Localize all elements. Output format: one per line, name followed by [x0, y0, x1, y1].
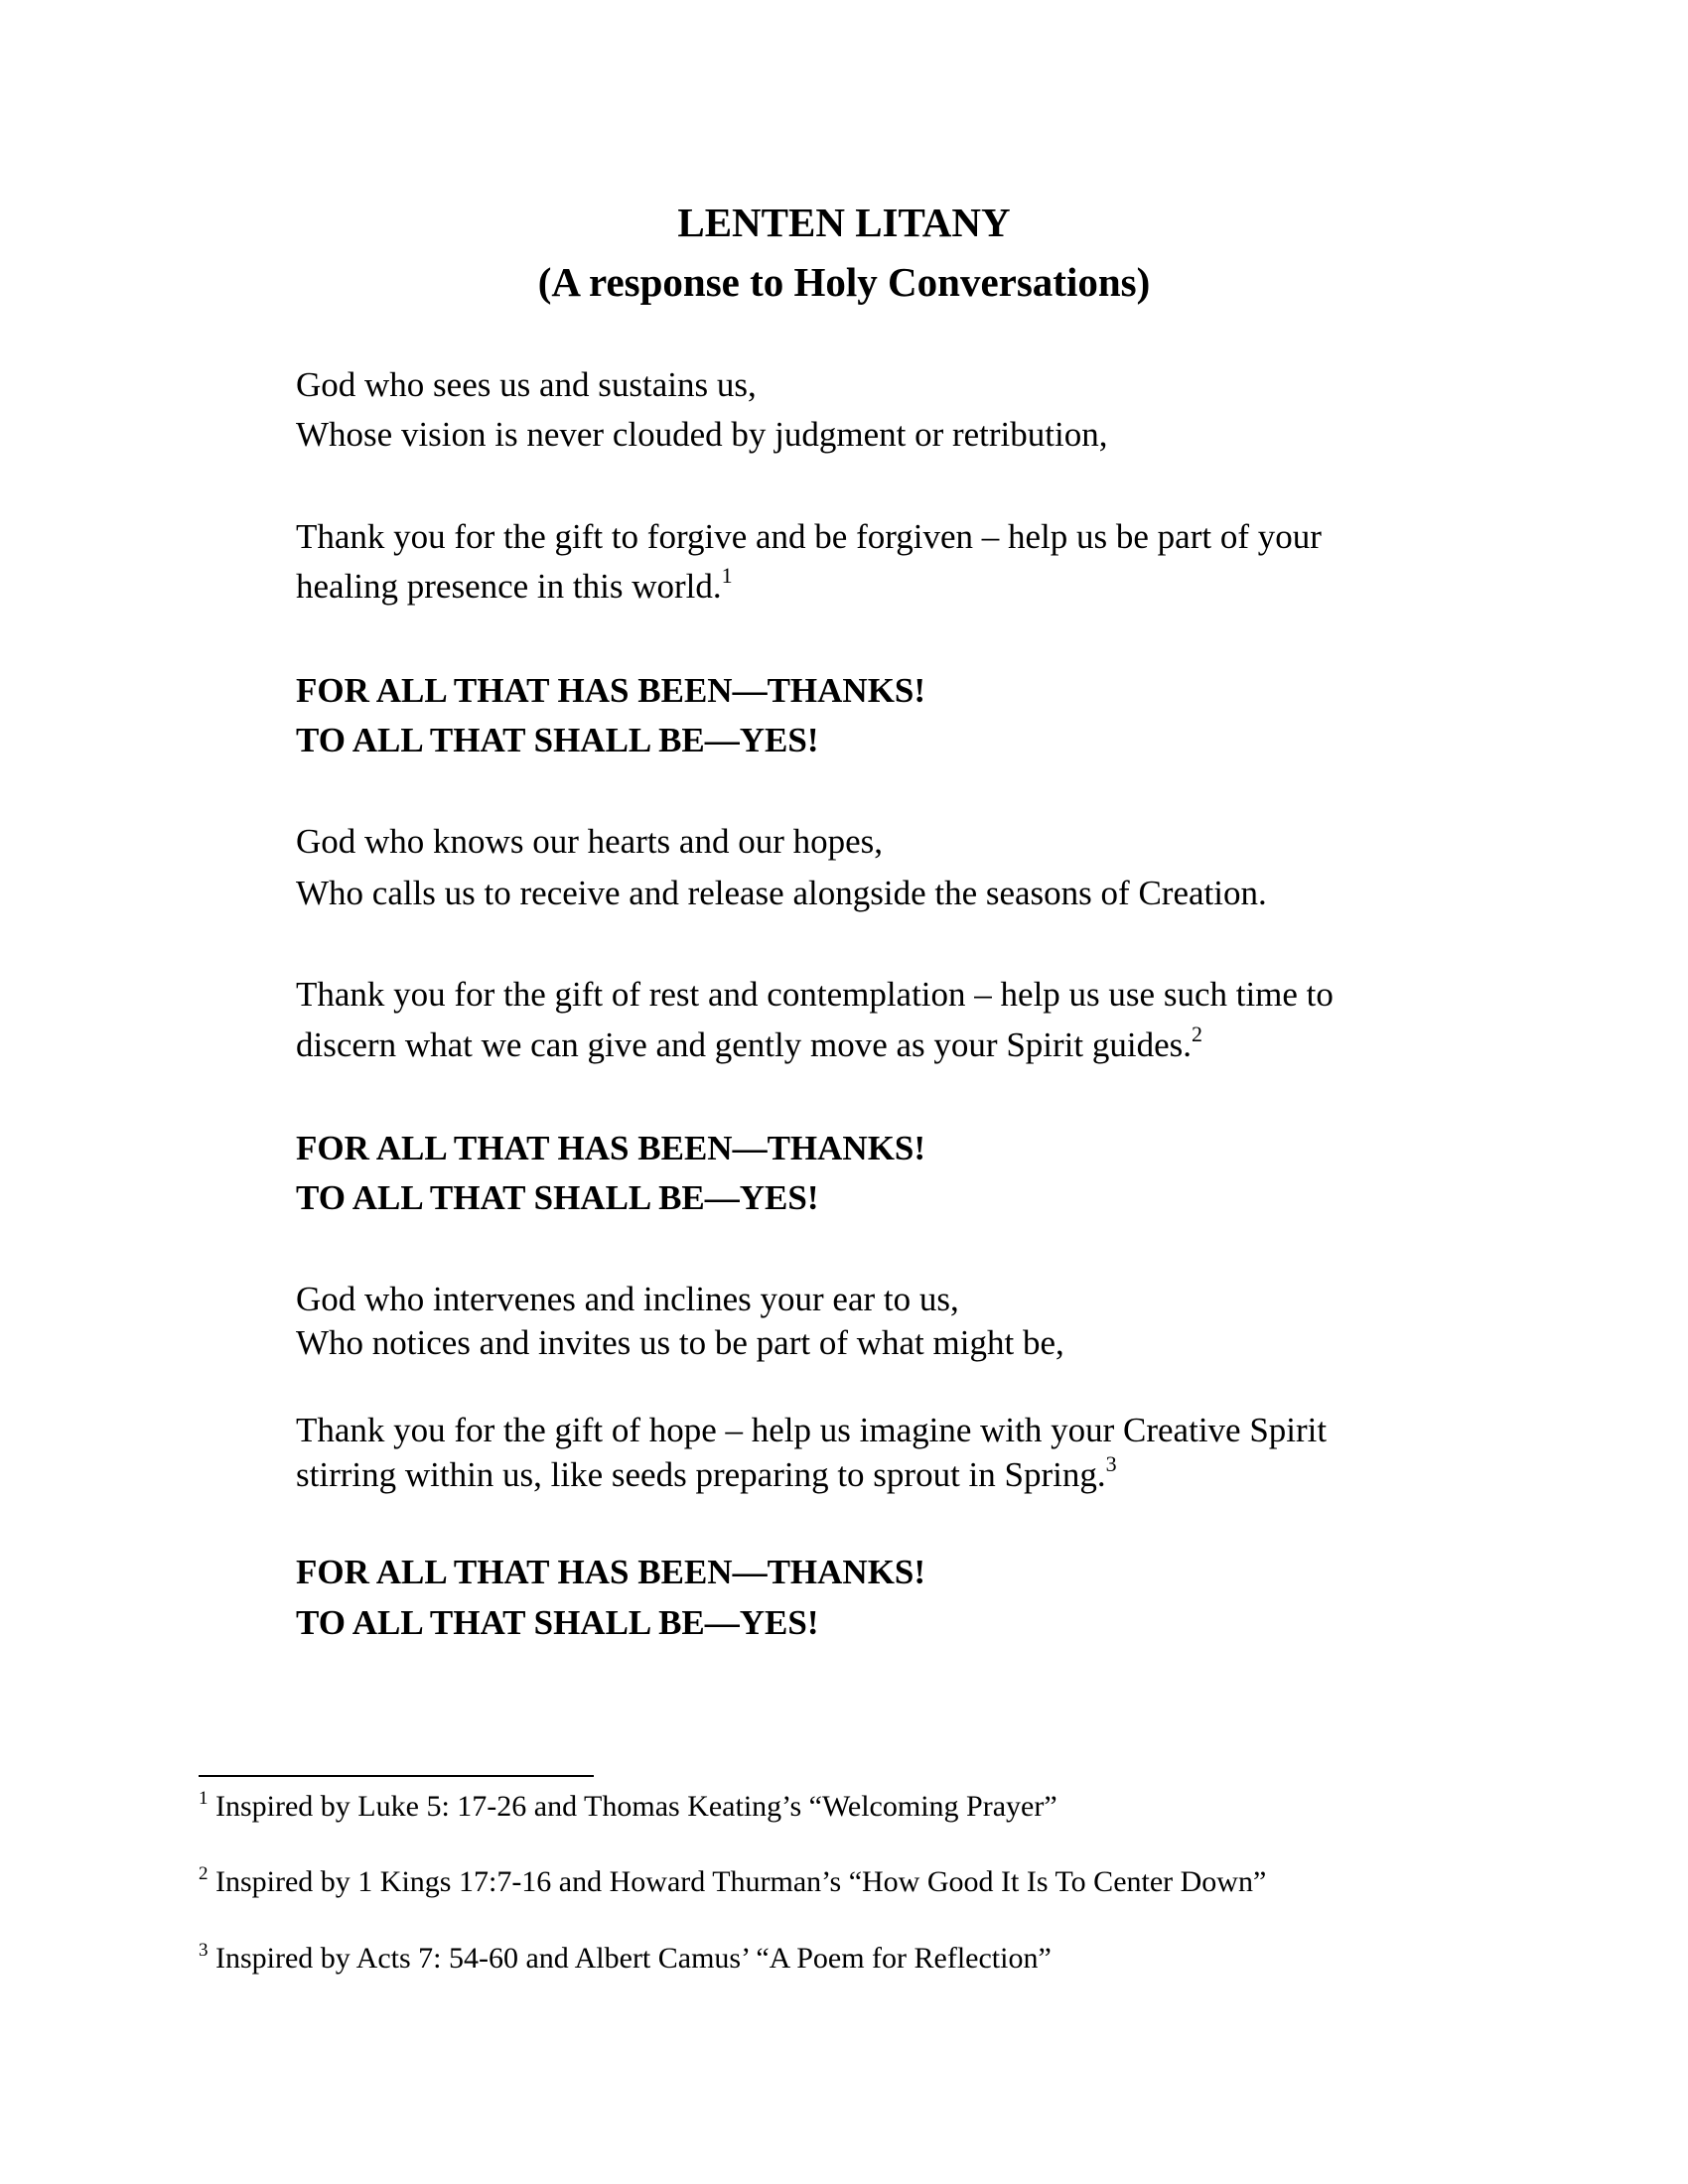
thanks-line-text: stirring within us, like seeds preparing to sprout in Spring.	[296, 1455, 1106, 1494]
footnote-number: 3	[199, 1940, 209, 1961]
thanks-line-text: healing presence in this world.	[296, 567, 722, 606]
thanks-line: Thank you for the gift of rest and contemplation – help us use such time to	[296, 975, 1334, 1014]
footnote-ref[interactable]: 3	[1105, 1451, 1117, 1477]
response-line: FOR ALL THAT HAS BEEN—THANKS!	[296, 1129, 926, 1167]
footnote-separator	[199, 1775, 594, 1777]
footnote-2	[199, 1862, 1266, 1902]
response-line: TO ALL THAT SHALL BE—YES!	[296, 1178, 819, 1217]
invocation-line: God who knows our hearts and our hopes,	[296, 822, 884, 861]
invocation-line: Who calls us to receive and release alongside the seasons of Creation.	[296, 874, 1267, 912]
footnote-ref[interactable]: 1	[721, 563, 733, 589]
footnote-ref[interactable]: 2	[1192, 1022, 1203, 1047]
footnote-3	[199, 1939, 1052, 1979]
page-title: LENTEN LITANY	[677, 200, 1011, 245]
thanks-line-with-note	[296, 563, 733, 611]
thanks-line: Thank you for the gift to forgive and be forgiven – help us be part of your	[296, 517, 1322, 556]
response-line: TO ALL THAT SHALL BE—YES!	[296, 1603, 819, 1642]
thanks-line: Thank you for the gift of hope – help us imagine with your Creative Spirit	[296, 1411, 1328, 1449]
invocation-line: God who sees us and sustains us,	[296, 365, 757, 404]
thanks-line-with-note	[296, 1022, 1202, 1069]
invocation-line: God who intervenes and inclines your ear to us,	[296, 1280, 959, 1318]
footnote-1	[199, 1787, 1057, 1827]
footnote-text: Inspired by 1 Kings 17:7-16 and Howard Thurman’s “How Good It Is To Center Down”	[208, 1865, 1267, 1898]
footnote-number: 2	[199, 1863, 209, 1884]
response-line: FOR ALL THAT HAS BEEN—THANKS!	[296, 671, 926, 710]
invocation-line: Who notices and invites us to be part of what might be,	[296, 1323, 1064, 1362]
page-subtitle: (A response to Holy Conversations)	[537, 259, 1151, 305]
footnote-text: Inspired by Luke 5: 17-26 and Thomas Keating’s “Welcoming Prayer”	[208, 1790, 1057, 1823]
thanks-line-text: discern what we can give and gently move as your Spirit guides.	[296, 1025, 1193, 1064]
invocation-line: Whose vision is never clouded by judgment or retribution,	[296, 415, 1108, 454]
thanks-line-with-note	[296, 1451, 1117, 1499]
response-line: FOR ALL THAT HAS BEEN—THANKS!	[296, 1553, 926, 1591]
footnote-number: 1	[199, 1788, 209, 1809]
footnote-text: Inspired by Acts 7: 54-60 and Albert Camus’ “A Poem for Reflection”	[208, 1942, 1052, 1975]
response-line: TO ALL THAT SHALL BE—YES!	[296, 721, 819, 759]
